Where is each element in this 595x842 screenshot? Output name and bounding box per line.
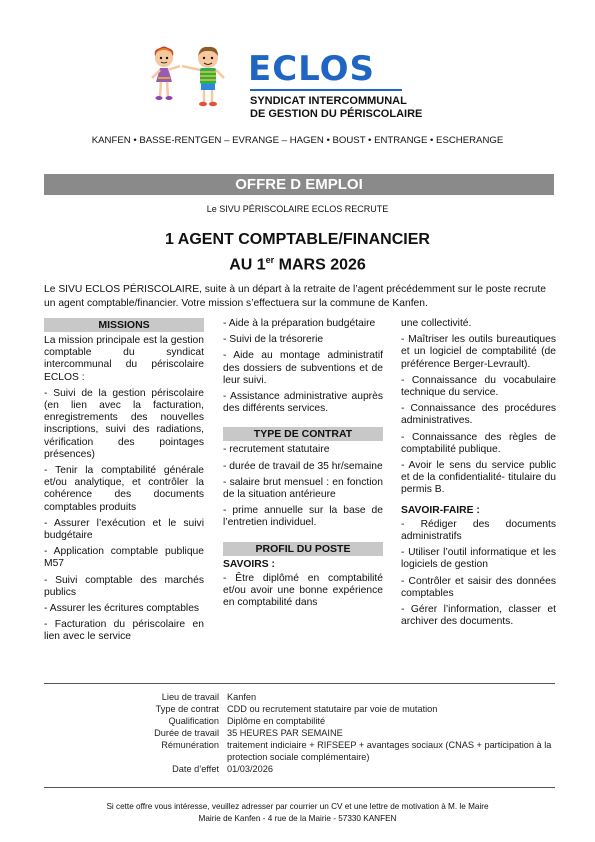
job-title-date-prefix: AU 1 — [229, 256, 266, 274]
job-title-line1: 1 AGENT COMPTABLE/FINANCIER — [165, 231, 430, 248]
contact-info — [0, 801, 595, 825]
missions-item: - Suivi de la gestion périscolaire (en lien avec la facturation, enregistrements des nouvelles inscriptions, suivi des radiations, vérification des pointages présences) — [44, 387, 204, 460]
communes-list: KANFEN • BASSE-RENTGEN – EVRANGE – HAGEN • BOUST • ENTRANGE • ESCHERANGE — [91, 135, 504, 146]
contract-item: - recrutement statutaire — [223, 444, 330, 456]
savoir-faire-item: - Gérer l’information, classer et archiver des documents. — [401, 604, 556, 628]
contract-type-heading: TYPE DE CONTRAT — [223, 427, 383, 441]
details-row — [44, 739, 556, 763]
details-label: Rémunération — [161, 740, 219, 750]
details-value: 35 HEURES PAR SEMAINE — [227, 728, 343, 738]
missions-item: - Suivi de la trésorerie — [223, 334, 324, 346]
savoir-faire-item: - Utiliser l’outil informatique et les logiciels de gestion — [401, 547, 556, 571]
savoirs-heading: SAVOIRS : — [223, 558, 275, 570]
missions-item: - Facturation du périscolaire en lien avec le service — [44, 619, 204, 643]
details-label: Lieu de travail — [161, 692, 219, 702]
details-row — [44, 763, 556, 775]
job-details-table — [44, 691, 556, 775]
right-column — [401, 318, 556, 632]
details-row — [44, 727, 556, 739]
savoir-faire-item: - Contrôler et saisir des données comptables — [401, 575, 556, 599]
logo-subtitle — [250, 95, 422, 121]
savoir-faire-heading: SAVOIR-FAIRE : — [401, 504, 480, 516]
details-label: Durée de travail — [154, 728, 219, 738]
savoirs-item: - Connaissance du vocabulaire technique du service. — [401, 374, 556, 399]
details-value: Kanfen — [227, 692, 257, 702]
savoir-faire-item: - Rédiger des documents administratifs — [401, 518, 556, 543]
details-label: Date d’effet — [172, 764, 219, 774]
missions-item: La mission principale est la gestion comptable du syndicat intercommunal du périscolaire ECLOS : — [44, 335, 204, 383]
savoirs-item: - Être diplômé en comptabilité et/ou avoir une bonne expérience en comptabilité dans — [223, 572, 383, 609]
missions-item: - Aide à la préparation budgétaire — [223, 318, 376, 329]
intro-paragraph: Le SIVU ECLOS PÉRISCOLAIRE, suite à un départ à la retraite de l’agent précédemment sur le poste recrute un agent comptable/financier. Votre mission s’effectuera sur la commune de Kanfen. — [44, 284, 546, 309]
contract-item: - durée de travail de 35 hr/semaine — [223, 460, 383, 472]
middle-column — [223, 318, 383, 613]
details-label: Qualification — [168, 716, 219, 726]
contact-address: Mairie de Kanfen - 4 rue de la Mairie - 57330 KANFEN — [198, 814, 397, 823]
savoirs-item: - Maîtriser les outils bureautiques et un logiciel de comptabilité (de préférence Berger-Levrault). — [401, 334, 556, 370]
job-title-date: MARS 2026 — [274, 256, 366, 274]
logo-subtitle-line2: DE GESTION DU PÉRISCOLAIRE — [250, 108, 423, 120]
contract-item: - salaire brut mensuel : en fonction de la situation antérieure — [223, 476, 383, 501]
recruiter-line: Le SIVU PÉRISCOLAIRE ECLOS RECRUTE — [206, 204, 389, 214]
job-offer-banner: OFFRE D EMPLOI — [44, 174, 554, 195]
missions-item: - Assurer l’exécution et le suivi budgétaire — [44, 517, 204, 542]
missions-item: - Assistance administrative auprès des différents services. — [223, 391, 383, 415]
job-title — [0, 229, 595, 275]
missions-column — [44, 318, 204, 648]
profile-heading: PROFIL DU POSTE — [223, 542, 383, 556]
logo-wordmark: ECLOS — [248, 49, 376, 89]
details-row — [44, 703, 556, 715]
job-title-line2 — [0, 250, 595, 275]
contact-line1: Si cette offre vous intéresse, veuillez adresser par courrier un CV et une lettre de motivation à M. le Maire — [106, 802, 489, 811]
divider — [44, 787, 555, 788]
divider — [44, 683, 555, 684]
details-value: traitement indiciaire + RIFSEEP + avantages sociaux (CNAS + participation à la protection sociale complémentaire) — [227, 740, 552, 762]
missions-item: - Suivi comptable des marchés publics — [44, 574, 204, 598]
savoirs-item: - Connaissance des procédures administratives. — [401, 403, 556, 427]
missions-item: - Aide au montage administratif des dossiers de subventions et de leur suivi. — [223, 350, 383, 386]
logo-subtitle-line1: SYNDICAT INTERCOMMUNAL — [250, 95, 407, 107]
missions-item: - Tenir la comptabilité générale et/ou analytique, et contrôler la cohérence des documents comptables produits — [44, 465, 204, 513]
logo-underline — [250, 89, 402, 91]
missions-item: - Assurer les écritures comptables — [44, 603, 200, 615]
savoirs-item: - Avoir le sens du service public et de la confidentialité- titulaire du permis B. — [401, 460, 556, 496]
details-value: 01/03/2026 — [227, 764, 273, 774]
missions-heading: MISSIONS — [44, 318, 204, 332]
details-label: Type de contrat — [155, 704, 219, 714]
job-title-superscript: er — [265, 255, 275, 265]
details-row — [44, 691, 556, 703]
details-row — [44, 715, 556, 727]
savoirs-item: - Connaissance des règles de comptabilité publique. — [401, 431, 556, 455]
details-value: CDD ou recrutement statutaire par voie de mutation — [227, 704, 438, 714]
savoirs-item: une collectivité. — [401, 318, 472, 329]
details-value: Diplôme en comptabilité — [227, 716, 326, 726]
missions-item: - Application comptable publique M57 — [44, 546, 204, 570]
contract-item: - prime annuelle sur la base de l’entretien individuel. — [223, 505, 383, 529]
logo-children-illustration — [150, 44, 246, 112]
